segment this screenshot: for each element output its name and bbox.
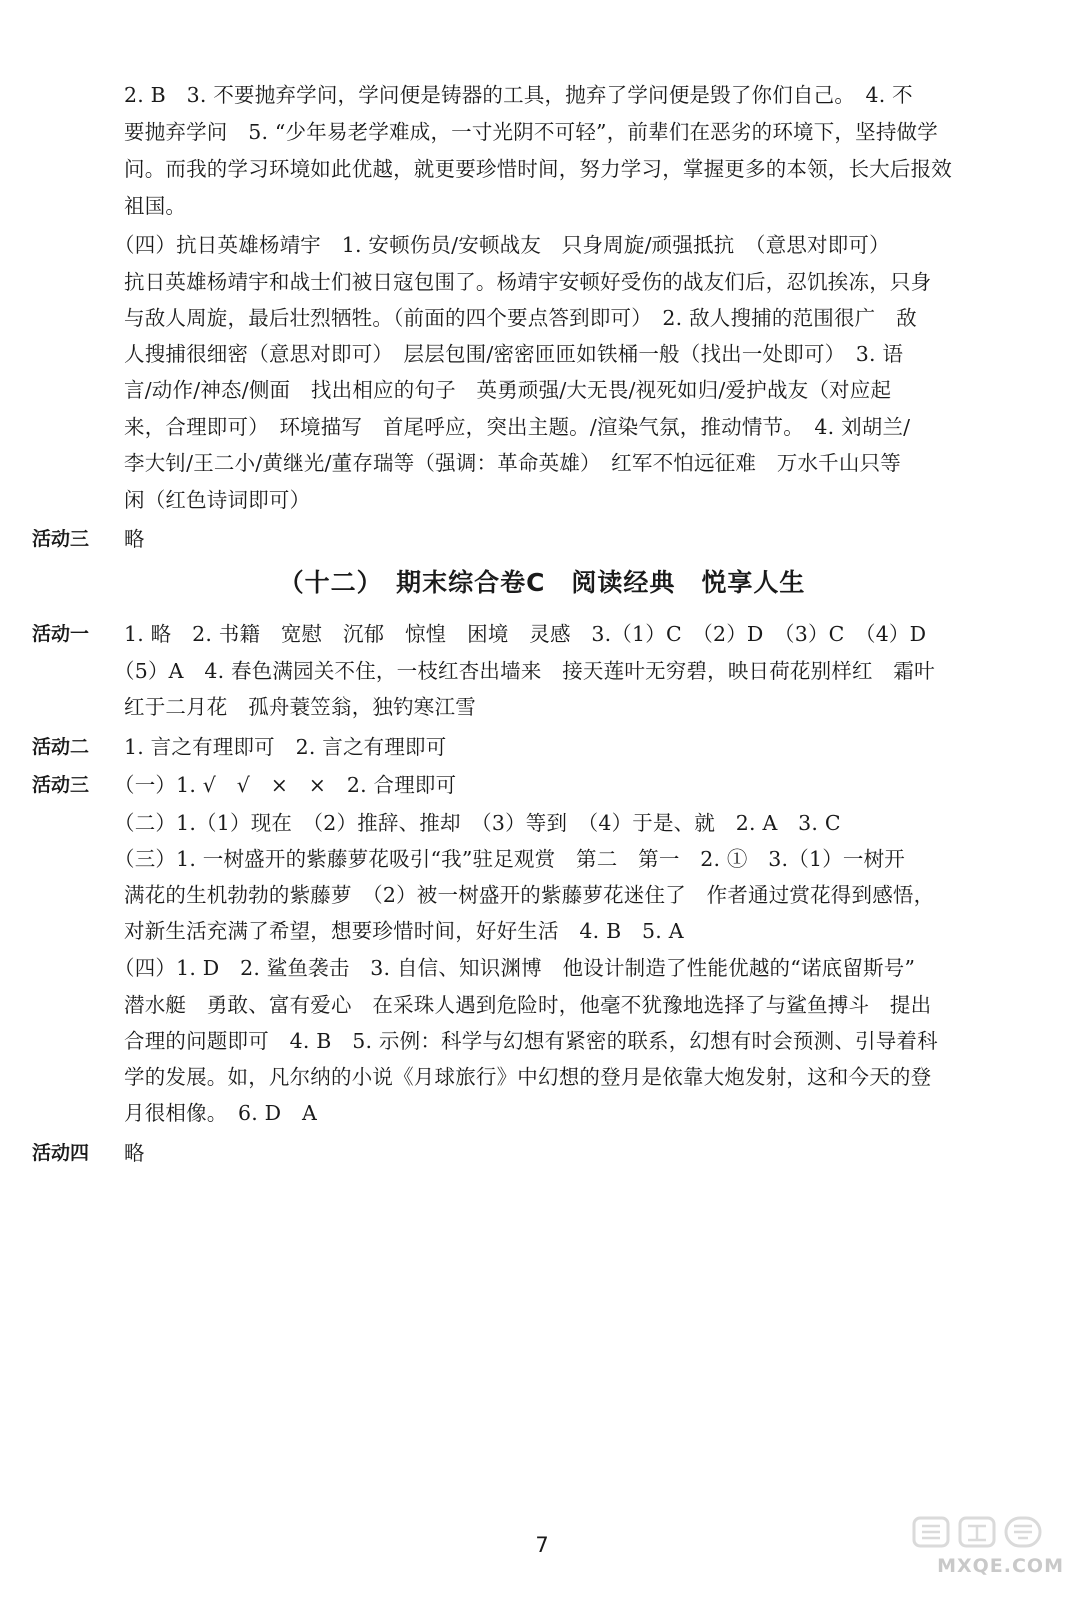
- activity-3-label: 活动三: [32, 528, 90, 550]
- text-line: （一）1. √ √ × × 2. 合理即可: [114, 773, 457, 797]
- text-line: 问。而我的学习环境如此优越，就更要珍惜时间，努力学习，掌握更多的本领，长大后报效: [124, 157, 952, 181]
- text-line: 潜水艇 勇敢、富有爱心 在采珠人遇到危险时，他毫不犹豫地选择了与鲨鱼搏斗 提出: [124, 993, 932, 1017]
- text-line: 学的发展。如，凡尔纳的小说《月球旅行》中幻想的登月是依靠大炮发射，这和今天的登: [124, 1065, 932, 1089]
- text-line: （四）1. D 2. 鲨鱼袭击 3. 自信、知识渊博 他设计制造了性能优越的“诺底留斯号”: [114, 956, 916, 980]
- watermark-logo-icon: [910, 1512, 1060, 1552]
- text-line: 抗日英雄杨靖宇和战士们被日寇包围了。杨靖宇安顿好受伤的战友们后，忍饥挨冻，只身: [124, 270, 932, 294]
- text-line: （二）1.（1）现在 （2）推辞、推却 （3）等到 （4）于是、就 2. A 3. C: [114, 811, 841, 835]
- text-line: 闲（红色诗词即可）: [124, 488, 311, 512]
- text-line: 祖国。: [124, 194, 187, 218]
- text-line: 与敌人周旋，最后壮烈牺牲。（前面的四个要点答到即可） 2. 敌人搜捕的范围很广 敌: [124, 306, 917, 330]
- activity-1-label: 活动一: [32, 623, 90, 645]
- section-title: （十二） 期末综合卷C 阅读经典 悦享人生: [278, 568, 806, 597]
- text-line: 言/动作/神态/侧面 找出相应的句子 英勇顽强/大无畏/视死如归/爱护战友（对应起: [124, 378, 892, 402]
- text-line: 人搜捕很细密（意思对即可） 层层包围/密密匝匝如铁桶一般（找出一处即可） 3. 语: [124, 342, 904, 366]
- activity-4-label: 活动四: [32, 1142, 90, 1164]
- activity-2-label: 活动二: [32, 736, 90, 758]
- text-line: （三）1. 一树盛开的紫藤萝花吸引“我”驻足观赏 第二 第一 2. ① 3.（1）一树开: [114, 847, 906, 871]
- watermark: MXQE.COM: [937, 1555, 1064, 1577]
- activity-3-label: 活动三: [32, 774, 90, 796]
- activity-3-text: 略: [124, 527, 145, 551]
- text-line: 2. B 3. 不要抛弃学问，学问便是铸器的工具，抛弃了学问便是毁了你们自己。 4. 不: [124, 83, 913, 107]
- text-line: 1. 言之有理即可 2. 言之有理即可: [124, 735, 447, 759]
- text-line: 合理的问题即可 4. B 5. 示例：科学与幻想有紧密的联系，幻想有时会预测、引导着科: [124, 1029, 938, 1053]
- text-line: （5）A 4. 春色满园关不住，一枝红杏出墙来 接天莲叶无穷碧，映日荷花别样红 霜叶: [114, 659, 935, 683]
- text-line: 来，合理即可） 环境描写 首尾呼应，突出主题。/渲染气氛，推动情节。 4. 刘胡兰/: [124, 415, 911, 439]
- text-line: 红于二月花 孤舟蓑笠翁，独钓寒江雪: [124, 695, 476, 719]
- text-line: 月很相像。 6. D A: [124, 1101, 317, 1125]
- text-line: 对新生活充满了希望，想要珍惜时间，好好生活 4. B 5. A: [124, 919, 684, 943]
- text-line: （四）抗日英雄杨靖宇 1. 安顿伤员/安顿战友 只身周旋/顽强抵抗 （意思对即可）: [114, 233, 890, 257]
- text-line: 要抛弃学问 5. “少年易老学难成，一寸光阴不可轻”，前辈们在恶劣的环境下，坚持做学: [124, 120, 938, 144]
- text-line: 1. 略 2. 书籍 宽慰 沉郁 惊惶 困境 灵感 3.（1）C （2）D （3）C （4）D: [124, 622, 927, 646]
- activity-4-text: 略: [124, 1141, 145, 1165]
- text-line: 李大钊/王二小/黄继光/董存瑞等（强调：革命英雄） 红军不怕远征难 万水千山只等: [124, 451, 901, 475]
- text-line: 满花的生机勃勃的紫藤萝 （2）被一树盛开的紫藤萝花迷住了 作者通过赏花得到感悟，: [124, 883, 935, 907]
- page-number: 7: [535, 1533, 549, 1557]
